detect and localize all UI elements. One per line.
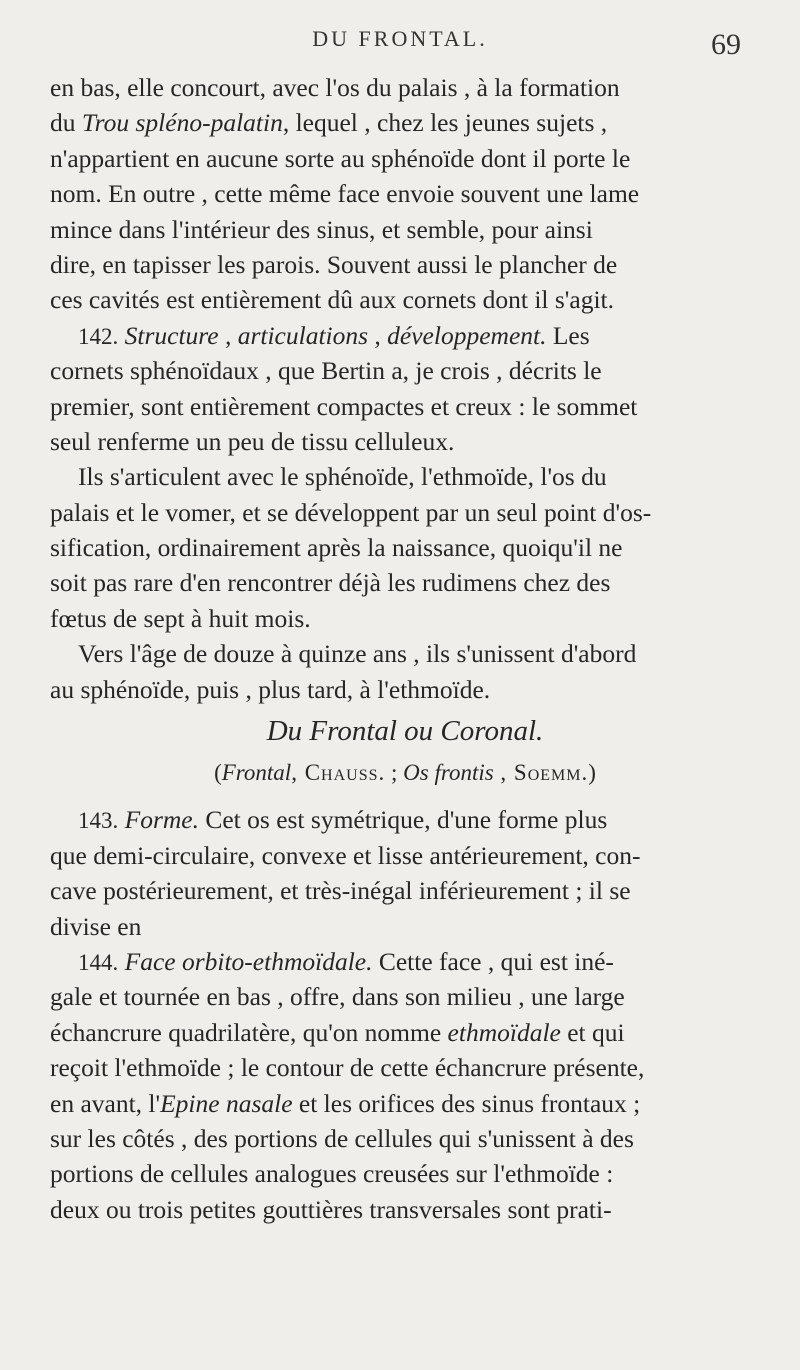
text-line: ces cavités est entièrement dû aux cornets dont il s'agit.	[50, 285, 615, 315]
section-144-first-line: 144. Face orbito-ethmoïdale. Cette face , qui est iné-	[78, 946, 614, 976]
text-line: Vers l'âge de douze à quinze ans , ils s'unissent d'abord	[78, 639, 637, 669]
section-142-first-line: 142. Structure , articulations , développement. Les	[78, 320, 590, 350]
section-title: Face orbito-ethmoïdale.	[118, 946, 373, 976]
text-line: cornets sphénoïdaux , que Bertin a, je crois , décrits le	[50, 356, 602, 386]
text-line: en bas, elle concourt, avec l'os du palais , à la formation	[50, 73, 620, 102]
running-title: DU FRONTAL.	[312, 26, 488, 51]
text-line: échancrure quadrilatère, qu'on nomme ethmoïdale et qui	[50, 1017, 625, 1047]
section-number: 144.	[78, 949, 119, 975]
term-ethmoidale: ethmoïdale	[447, 1017, 561, 1047]
section-143-first-line: 143. Forme. Cet os est symétrique, d'une forme plus	[78, 805, 608, 835]
text-line: soit pas rare d'en rencontrer déjà les rudimens chez des	[50, 568, 611, 598]
term-trou-spheno-palatin: Trou spléno-palatin	[81, 108, 283, 138]
text-line: dire, en tapisser les parois. Souvent aussi le plancher de	[50, 249, 618, 279]
section-title: Forme.	[118, 805, 199, 835]
section-title: Structure , articulations , développement.	[118, 320, 547, 350]
section-number: 142.	[78, 323, 119, 349]
text-line: sur les côtés , des portions de cellules qui s'unissent à des	[50, 1123, 634, 1153]
text-line: du Trou spléno-palatin, lequel , chez les jeunes sujets ,	[50, 108, 608, 138]
term-epine-nasale: Epine nasale	[160, 1088, 293, 1118]
text-line: portions de cellules analogues creusées sur l'ethmoïde :	[50, 1159, 614, 1189]
text-line: palais et le vomer, et se développent par un seul point d'os-	[50, 497, 652, 527]
text-line: deux ou trois petites gouttières transversales sont prati-	[50, 1194, 612, 1224]
page-number: 69	[711, 28, 741, 61]
text-line: cave postérieurement, et très-inégal inférieurement ; il se	[50, 876, 631, 906]
text-line: divise en	[50, 911, 142, 941]
text-line: seul renferme un peu de tissu celluleux.	[50, 426, 455, 456]
text-line: Ils s'articulent avec le sphénoïde, l'ethmoïde, l'os du	[78, 462, 607, 492]
text-line: gale et tournée en bas , offre, dans son milieu , une large	[50, 982, 625, 1012]
text-line: nom. En outre , cette même face envoie souvent une lame	[50, 179, 640, 209]
text-line: que demi-circulaire, convexe et lisse antérieurement, con-	[50, 840, 641, 870]
text-line: mince dans l'intérieur des sinus, et semble, pour ainsi	[50, 214, 593, 244]
text-line: sification, ordinairement après la naissance, quoiqu'il ne	[50, 533, 623, 563]
text-line: en avant, l'Epine nasale et les orifices des sinus frontaux ;	[50, 1088, 641, 1118]
synonyms-line: (Frontal, Chauss. ; Os frontis , Soemm.)	[214, 760, 596, 786]
text-line: n'appartient en aucune sorte au sphénoïde dont il porte le	[50, 143, 631, 173]
page-header	[0, 26, 800, 66]
text-line: au sphénoïde, puis , plus tard, à l'ethmoïde.	[50, 674, 491, 704]
text-line: fœtus de sept à huit mois.	[50, 603, 311, 633]
body-text	[50, 70, 790, 1227]
text-line: premier, sont entièrement compactes et creux : le sommet	[50, 391, 638, 421]
chapter-heading: Du Frontal ou Coronal.	[266, 715, 544, 748]
text-line: reçoit l'ethmoïde ; le contour de cette échancrure présente,	[50, 1053, 645, 1083]
section-number: 143.	[78, 808, 119, 834]
